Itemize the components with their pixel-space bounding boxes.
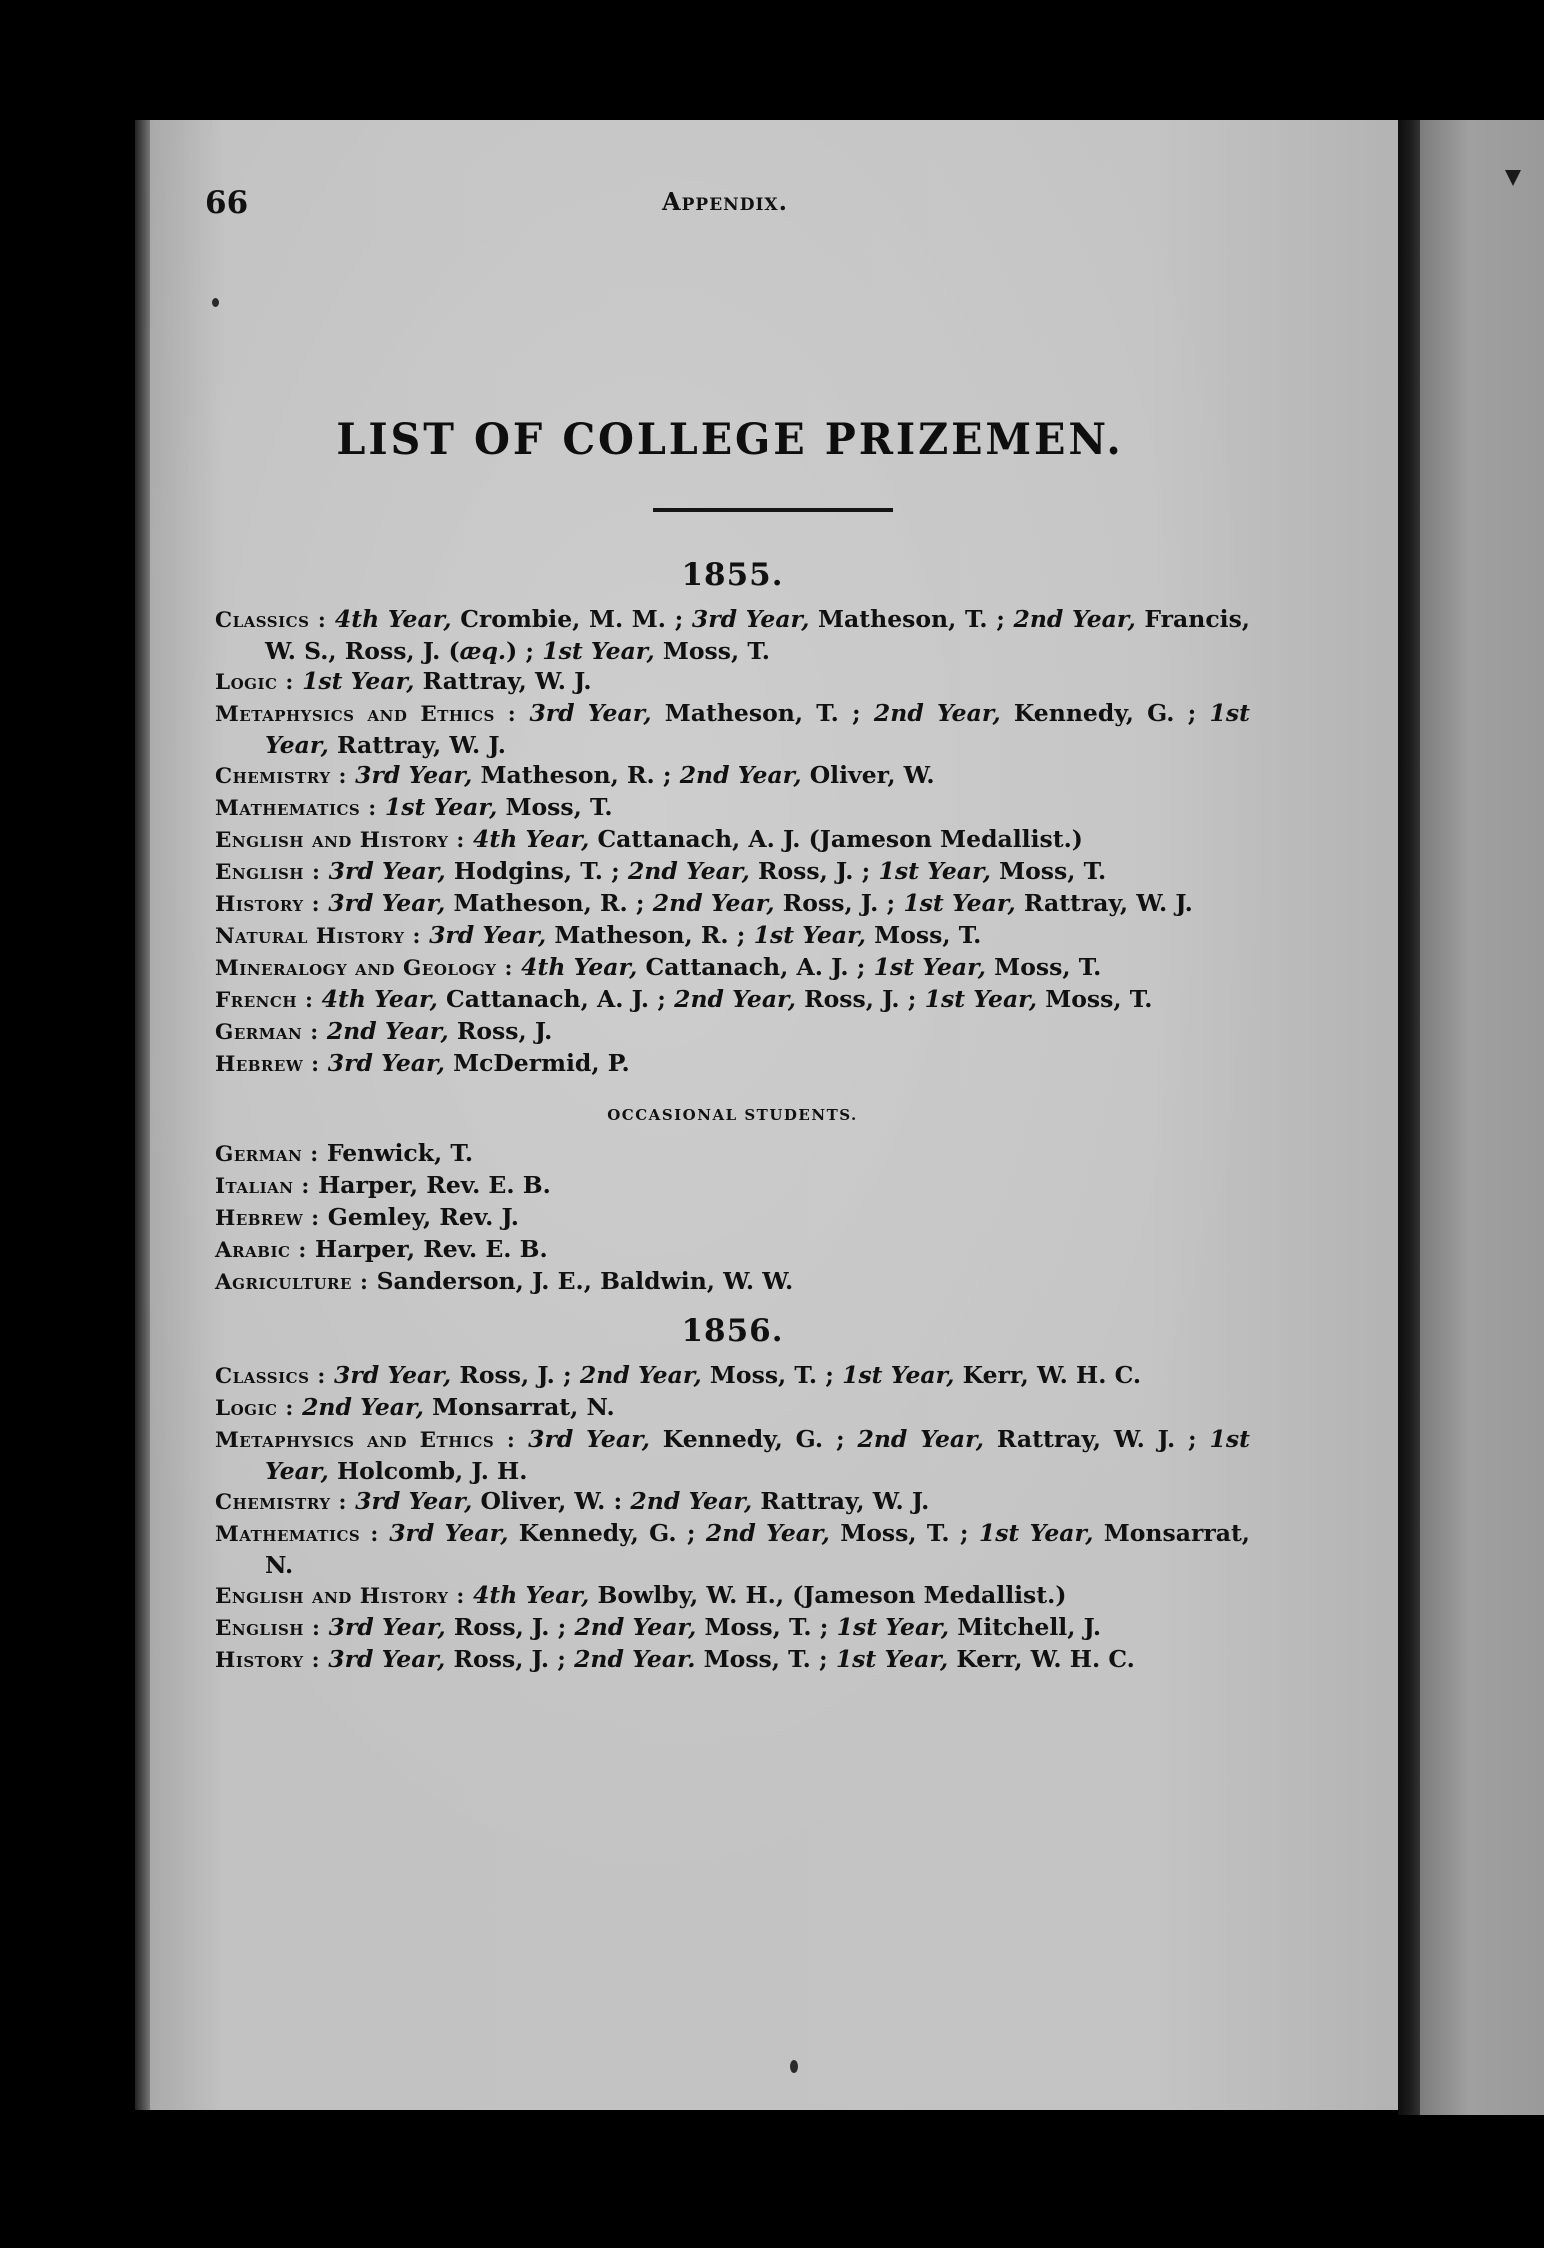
year-label: 3rd Year, (328, 1613, 446, 1641)
page-title: LIST OF COLLEGE PRIZEMEN. (336, 415, 1124, 465)
subject-label: German : (215, 1020, 319, 1045)
prize-entry (215, 856, 1250, 888)
prize-entry (215, 1048, 1250, 1080)
prize-entry (215, 1580, 1250, 1612)
year-label: 2nd Year, (652, 889, 775, 917)
year-label: 1st Year, (265, 699, 1250, 759)
prize-entry (215, 1518, 1250, 1580)
subject-label: History : (215, 1648, 321, 1673)
prize-winners: Ross, J. ; (445, 1613, 575, 1641)
prize-winners: Gemley, Rev. J. (327, 1203, 519, 1231)
year-label: 2nd Year, (630, 1487, 753, 1515)
prize-winners: Kerr, W. H. C. (954, 1361, 1142, 1389)
prize-entry (215, 604, 1250, 666)
prize-entry (215, 1392, 1250, 1424)
prize-winners: Ross, J. (448, 1017, 553, 1045)
year-label: 2nd Year. (574, 1645, 696, 1673)
subject-label: Chemistry : (215, 764, 347, 789)
year-label: 1st Year, (978, 1519, 1094, 1547)
prize-entry (215, 920, 1250, 952)
subject-label: English and History : (215, 828, 465, 853)
prize-entry (215, 1234, 1250, 1266)
year-label: 2nd Year, (873, 699, 1001, 727)
year-label: 2nd Year, (679, 761, 802, 789)
prize-winners: ) ; (506, 637, 543, 665)
prize-winners: Kennedy, G. ; (1000, 699, 1210, 727)
prize-entry (215, 1138, 1250, 1170)
year-label: 3rd Year, (327, 1049, 445, 1077)
subject-label: Logic : (215, 1396, 294, 1421)
entries-1855 (215, 604, 1250, 1080)
prize-winners: Cattanach, A. J. ; (637, 953, 874, 981)
prize-winners: Bowlby, W. H., (Jameson Medallist.) (589, 1581, 1067, 1609)
subject-label: Classics : (215, 608, 327, 633)
prize-winners: Harper, Rev. E. B. (315, 1235, 548, 1263)
prize-winners: Crombie, M. M. ; (451, 605, 692, 633)
page-gutter (1398, 120, 1420, 2115)
subject-label: English and History : (215, 1584, 465, 1609)
prize-winners: Ross, J. ; (774, 889, 904, 917)
year-label: 3rd Year, (389, 1519, 509, 1547)
prize-winners: Harper, Rev. E. B. (318, 1171, 551, 1199)
subject-label: Hebrew : (215, 1052, 320, 1077)
subject-label: Mathematics : (215, 1522, 379, 1547)
prize-winners: Monsarrat, N. (265, 1519, 1250, 1579)
year-label: 2nd Year, (1013, 605, 1136, 633)
prize-winners: Moss, T. ; (829, 1519, 979, 1547)
prize-winners: Matheson, R. ; (445, 889, 653, 917)
prize-winners: Rattray, W. J. ; (983, 1425, 1210, 1453)
prize-entry (215, 760, 1250, 792)
prize-winners: Oliver, W. : (472, 1487, 631, 1515)
year-label: 1st Year, (265, 1425, 1250, 1485)
prize-winners: Cattanach, A. J. (Jameson Medallist.) (589, 825, 1083, 853)
year-label: 3rd Year, (691, 605, 810, 633)
prize-entry (215, 1424, 1250, 1486)
year-label: 3rd Year, (328, 889, 446, 917)
year-label: 3rd Year, (355, 761, 473, 789)
prize-winners: Holcomb, J. H. (328, 1457, 528, 1485)
prize-winners: Matheson, T. ; (809, 605, 1014, 633)
prize-winners: Fenwick, T. (326, 1139, 474, 1167)
year-label: 1st Year, (878, 857, 991, 885)
prize-winners: Moss, T. (1037, 985, 1153, 1013)
subject-label: Arabic : (215, 1238, 307, 1263)
page-number: 66 (205, 185, 249, 221)
arrow-mark-icon (1505, 170, 1521, 186)
occasional-students-list (215, 1138, 1250, 1298)
prize-entry (215, 888, 1250, 920)
prize-winners: Ross, J. ; (451, 1361, 580, 1389)
subject-label: Metaphysics and Ethics : (215, 1428, 516, 1453)
year-label: 4th Year, (334, 605, 452, 633)
year-label: 2nd Year, (857, 1425, 984, 1453)
occasional-students-heading: OCCASIONAL STUDENTS. (607, 1106, 858, 1124)
prize-entry (215, 698, 1250, 760)
year-label: 2nd Year, (627, 857, 750, 885)
prize-winners: McDermid, P. (444, 1049, 630, 1077)
prize-winners: Sanderson, J. E., Baldwin, W. W. (376, 1267, 794, 1295)
prize-winners: Rattray, W. J. (328, 731, 506, 759)
title-rule (653, 508, 893, 512)
prize-entry (215, 984, 1250, 1016)
year-label: 1st Year, (542, 637, 655, 665)
prize-winners: Kerr, W. H. C. (948, 1645, 1135, 1673)
year-label: 4th Year, (521, 953, 638, 981)
prize-entry (215, 824, 1250, 856)
prize-winners: Kennedy, G. ; (649, 1425, 858, 1453)
prize-entry (215, 1202, 1250, 1234)
ink-fleck (212, 298, 219, 307)
year-label: 3rd Year, (528, 1425, 650, 1453)
prize-entry (215, 1486, 1250, 1518)
subject-label: Natural History : (215, 924, 421, 949)
year-label: 1st Year, (903, 889, 1016, 917)
subject-label: Hebrew : (215, 1206, 320, 1231)
year-label: 2nd Year, (705, 1519, 830, 1547)
year-label: 3rd Year, (328, 857, 446, 885)
next-page-edge (1420, 120, 1544, 2115)
year-label: 3rd Year, (334, 1361, 452, 1389)
subject-label: History : (215, 892, 321, 917)
year-label: 1st Year, (924, 985, 1038, 1013)
year-label: 2nd Year, (326, 1017, 449, 1045)
prize-winners: Moss, T. (866, 921, 982, 949)
subject-label: Logic : (215, 670, 294, 695)
prize-entry (215, 952, 1250, 984)
year-label: 3rd Year, (429, 921, 547, 949)
subject-label: German : (215, 1142, 319, 1167)
prize-entry (215, 1644, 1250, 1676)
prize-winners: Matheson, R. ; (546, 921, 754, 949)
year-label: 4th Year, (321, 985, 438, 1013)
prize-winners: Ross, J. ; (445, 1645, 575, 1673)
year-label: 2nd Year, (574, 1613, 697, 1641)
prize-winners: Cattanach, A. J. ; (437, 985, 675, 1013)
year-label: 1st Year, (384, 793, 498, 821)
prize-winners: Rattray, W. J. (414, 667, 592, 695)
year-heading-1855: 1855. (681, 557, 784, 593)
prize-winners: Moss, T. ; (695, 1645, 836, 1673)
prize-winners: Rattray, W. J. (1015, 889, 1193, 917)
subject-label: Metaphysics and Ethics : (215, 702, 517, 727)
year-label: 1st Year, (835, 1645, 949, 1673)
prize-winners: Ross, J. ; (795, 985, 925, 1013)
prize-list (215, 557, 1250, 1676)
prize-entry (215, 1612, 1250, 1644)
prize-winners: Moss, T. (990, 857, 1107, 885)
prize-entry (215, 1016, 1250, 1048)
year-label: 3rd Year, (328, 1645, 446, 1673)
year-label: 2nd Year, (579, 1361, 702, 1389)
prize-winners: Kennedy, G. ; (508, 1519, 706, 1547)
year-label: 3rd Year, (355, 1487, 473, 1515)
prize-winners: Monsarrat, N. (423, 1393, 615, 1421)
subject-label: Mathematics : (215, 796, 377, 821)
year-label: 1st Year, (873, 953, 986, 981)
year-heading-1856: 1856. (681, 1313, 784, 1349)
subject-label: Italian : (215, 1174, 310, 1199)
prize-winners: Rattray, W. J. (752, 1487, 930, 1515)
prize-entry (215, 792, 1250, 824)
prize-winners: Matheson, T. ; (651, 699, 874, 727)
prize-winners: Ross, J. ; (749, 857, 879, 885)
prize-winners: Matheson, R. ; (472, 761, 680, 789)
entries-1856 (215, 1360, 1250, 1676)
subject-label: Agriculture : (215, 1270, 369, 1295)
subject-label: Chemistry : (215, 1490, 347, 1515)
running-title: Appendix. (662, 187, 788, 216)
year-label: æq. (459, 637, 507, 665)
prize-entry (215, 1266, 1250, 1298)
prize-entry (215, 666, 1250, 698)
subject-label: English : (215, 1616, 321, 1641)
prize-winners: Moss, T. (986, 953, 1102, 981)
prize-winners: Moss, T. (497, 793, 613, 821)
prize-entry (215, 1170, 1250, 1202)
prize-winners: Moss, T. (654, 637, 770, 665)
year-label: 1st Year, (836, 1613, 950, 1641)
subject-label: French : (215, 988, 314, 1013)
prize-entry (215, 1360, 1250, 1392)
year-label: 4th Year, (473, 1581, 590, 1609)
prize-winners: Moss, T. ; (696, 1613, 837, 1641)
prize-winners: Oliver, W. (801, 761, 935, 789)
prize-winners: Francis, W. S., Ross, J. ( (265, 605, 1250, 665)
subject-label: Mineralogy and Geology : (215, 956, 513, 981)
running-head (205, 185, 1245, 235)
prize-winners: Moss, T. ; (701, 1361, 843, 1389)
year-label: 1st Year, (753, 921, 866, 949)
prize-winners: Hodgins, T. ; (445, 857, 628, 885)
year-label: 1st Year, (302, 667, 415, 695)
prize-winners: Mitchell, J. (949, 1613, 1102, 1641)
year-label: 3rd Year, (529, 699, 652, 727)
ink-fleck (790, 2060, 798, 2073)
year-label: 2nd Year, (674, 985, 796, 1013)
subject-label: Classics : (215, 1364, 326, 1389)
year-label: 2nd Year, (302, 1393, 424, 1421)
year-label: 1st Year, (842, 1361, 955, 1389)
year-label: 4th Year, (473, 825, 590, 853)
subject-label: English : (215, 860, 321, 885)
